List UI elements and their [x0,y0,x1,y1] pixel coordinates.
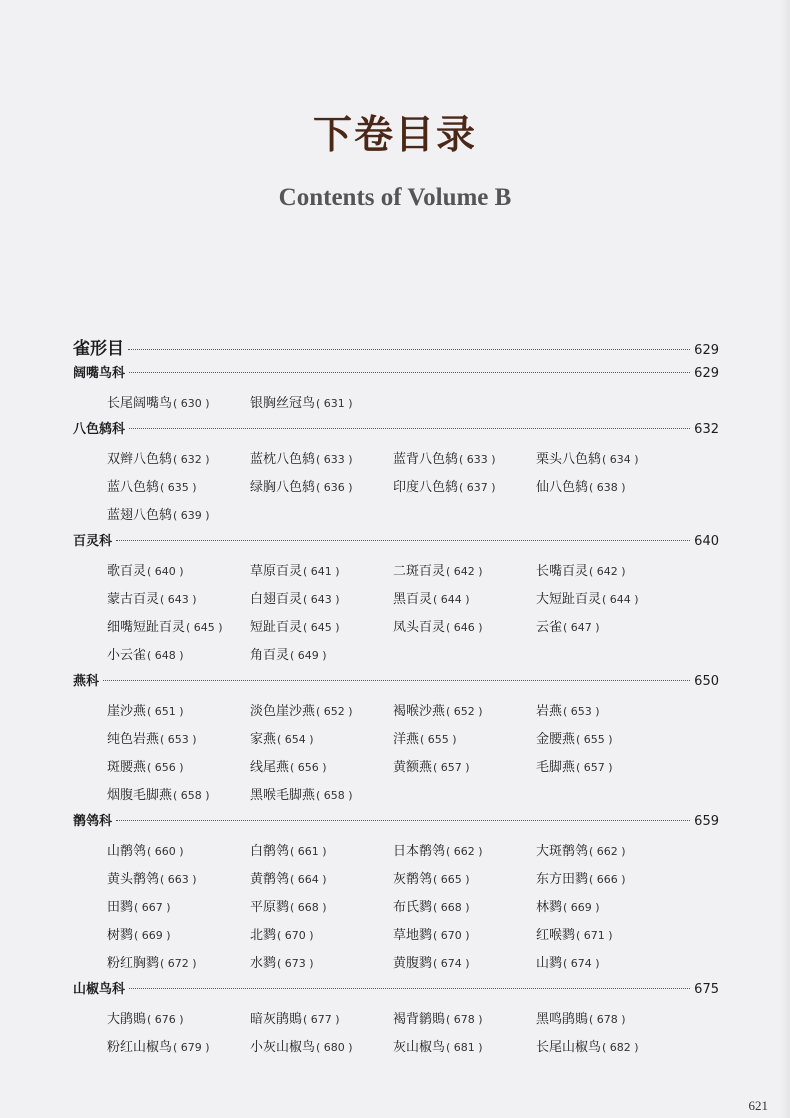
species-entry[interactable] [536,1006,679,1034]
species-page: ( 660 ) [147,845,184,858]
species-entry[interactable] [250,642,393,670]
species-page: ( 667 ) [134,901,171,914]
species-page: ( 674 ) [433,957,470,970]
family-name: 山椒鸟科 [73,982,126,997]
species-name: 平原鹨 [250,900,290,915]
species-name: 栗头八色鸫 [536,452,602,467]
species-grid [73,558,719,670]
species-page: ( 642 ) [589,565,626,578]
species-name: 黑百灵 [393,592,433,607]
species-entry[interactable] [250,838,393,866]
leader-dots [103,680,690,681]
species-name: 黑鸣鹃鵙 [536,1012,589,1027]
species-page: ( 676 ) [147,1013,184,1026]
species-entry[interactable] [393,1034,536,1062]
species-entry[interactable] [393,950,536,978]
species-name: 双辫八色鸫 [107,452,173,467]
species-entry[interactable] [107,502,250,530]
species-name: 印度八色鸫 [393,480,459,495]
species-name: 蓝背八色鸫 [393,452,459,467]
species-name: 绿胸八色鸫 [250,480,316,495]
species-page: ( 637 ) [459,481,496,494]
species-entry[interactable] [536,1034,679,1062]
species-grid [73,1006,719,1062]
species-page: ( 668 ) [290,901,327,914]
species-name: 长尾山椒鸟 [536,1040,602,1055]
species-entry[interactable] [107,698,250,726]
species-name: 小灰山椒鸟 [250,1040,316,1055]
species-entry[interactable] [250,782,393,810]
species-name: 草地鹨 [393,928,433,943]
species-name: 长嘴百灵 [536,564,589,579]
species-page: ( 644 ) [433,593,470,606]
family-entry[interactable] [73,418,719,446]
species-page: ( 666 ) [589,873,626,886]
family-name: 阔嘴鸟科 [73,366,126,381]
species-entry[interactable] [107,866,250,894]
species-page: ( 678 ) [589,1013,626,1026]
species-entry[interactable] [250,922,393,950]
family-entry[interactable] [73,670,719,698]
species-page: ( 652 ) [446,705,483,718]
species-page: ( 651 ) [147,705,184,718]
family-page: 632 [694,422,719,437]
species-name: 灰山椒鸟 [393,1040,446,1055]
species-page: ( 645 ) [186,621,223,634]
page-number: 621 [748,1098,768,1113]
species-grid [73,698,719,810]
species-page: ( 673 ) [277,957,314,970]
species-name: 蓝翅八色鸫 [107,508,173,523]
order-page: 629 [694,343,719,358]
species-name: 角百灵 [250,648,290,663]
species-entry[interactable] [250,446,393,474]
species-name: 红喉鹨 [536,928,576,943]
species-entry[interactable] [536,838,679,866]
species-entry[interactable] [250,866,393,894]
species-page: ( 633 ) [459,453,496,466]
species-page: ( 657 ) [433,761,470,774]
page-subtitle: Contents of Volume B [278,184,512,211]
species-page: ( 682 ) [602,1041,639,1054]
species-name: 山鹡鸰 [107,844,147,859]
species-name: 黄腹鹨 [393,956,433,971]
table-of-contents [73,334,719,1062]
species-entry[interactable] [536,586,679,614]
species-entry[interactable] [393,558,536,586]
species-page: ( 664 ) [290,873,327,886]
leader-dots [129,372,690,373]
species-name: 银胸丝冠鸟 [250,396,316,411]
species-name: 日本鹡鸰 [393,844,446,859]
species-page: ( 665 ) [433,873,470,886]
species-name: 岩燕 [536,704,563,719]
species-page: ( 653 ) [563,705,600,718]
species-entry[interactable] [107,390,250,418]
species-entry[interactable] [536,698,679,726]
species-entry[interactable] [393,866,536,894]
family-page: 629 [694,366,719,381]
species-entry[interactable] [393,446,536,474]
species-page: ( 656 ) [290,761,327,774]
species-name: 凤头百灵 [393,620,446,635]
species-name: 大短趾百灵 [536,592,602,607]
species-page: ( 669 ) [134,929,171,942]
species-page: ( 681 ) [446,1041,483,1054]
species-page: ( 662 ) [589,845,626,858]
species-name: 黄头鹡鸰 [107,872,160,887]
species-page: ( 641 ) [303,565,340,578]
species-page: ( 674 ) [563,957,600,970]
species-entry[interactable] [107,922,250,950]
species-page: ( 663 ) [160,873,197,886]
species-page: ( 647 ) [563,621,600,634]
species-entry[interactable] [107,782,250,810]
species-entry[interactable] [107,614,250,642]
species-name: 线尾燕 [250,760,290,775]
species-entry[interactable] [393,698,536,726]
species-entry[interactable] [250,586,393,614]
species-entry[interactable] [250,698,393,726]
species-page: ( 657 ) [576,761,613,774]
order-entry[interactable] [73,334,719,362]
species-name: 黄额燕 [393,760,433,775]
species-entry[interactable] [107,754,250,782]
family-entry[interactable] [73,362,719,390]
species-entry[interactable] [107,586,250,614]
family-page: 675 [694,982,719,997]
species-name: 云雀 [536,620,563,635]
species-grid [73,446,719,530]
species-name: 细嘴短趾百灵 [107,620,186,635]
family-entry[interactable] [73,978,719,1006]
species-page: ( 658 ) [316,789,353,802]
species-page: ( 671 ) [576,929,613,942]
species-page: ( 672 ) [160,957,197,970]
species-page: ( 655 ) [576,733,613,746]
species-name: 北鹨 [250,928,277,943]
species-name: 褐背鹟鵙 [393,1012,446,1027]
species-entry[interactable] [393,754,536,782]
species-entry[interactable] [107,1006,250,1034]
family-page: 650 [694,674,719,689]
species-name: 林鹨 [536,900,563,915]
species-page: ( 643 ) [303,593,340,606]
species-entry[interactable] [536,950,679,978]
species-name: 草原百灵 [250,564,303,579]
species-name: 蒙古百灵 [107,592,160,607]
species-name: 粉红胸鹨 [107,956,160,971]
species-entry[interactable] [393,838,536,866]
family-list [73,362,719,1062]
species-name: 水鹨 [250,956,277,971]
family-page: 640 [694,534,719,549]
species-entry[interactable] [107,894,250,922]
species-page: ( 662 ) [446,845,483,858]
species-page: ( 678 ) [446,1013,483,1026]
species-page: ( 630 ) [173,397,210,410]
species-page: ( 639 ) [173,509,210,522]
species-entry[interactable] [536,866,679,894]
species-name: 斑腰燕 [107,760,147,775]
species-entry[interactable] [107,474,250,502]
species-entry[interactable] [393,474,536,502]
species-page: ( 636 ) [316,481,353,494]
order-name: 雀形目 [73,339,124,359]
species-name: 金腰燕 [536,732,576,747]
species-name: 褐喉沙燕 [393,704,446,719]
species-entry[interactable] [536,446,679,474]
species-entry[interactable] [393,894,536,922]
species-entry[interactable] [107,558,250,586]
species-entry[interactable] [536,754,679,782]
species-entry[interactable] [536,726,679,754]
species-entry[interactable] [107,726,250,754]
species-name: 大鹃鵙 [107,1012,147,1027]
leader-dots [128,349,690,350]
species-entry[interactable] [107,838,250,866]
species-page: ( 669 ) [563,901,600,914]
species-entry[interactable] [393,726,536,754]
species-entry[interactable] [536,474,679,502]
species-name: 崖沙燕 [107,704,147,719]
species-name: 蓝枕八色鸫 [250,452,316,467]
species-name: 东方田鹨 [536,872,589,887]
species-name: 歌百灵 [107,564,147,579]
species-page: ( 670 ) [277,929,314,942]
species-name: 黑喉毛脚燕 [250,788,316,803]
species-entry[interactable] [250,950,393,978]
family-entry[interactable] [73,530,719,558]
species-entry[interactable] [250,614,393,642]
species-entry[interactable] [536,922,679,950]
species-page: ( 668 ) [433,901,470,914]
species-page: ( 656 ) [147,761,184,774]
species-name: 仙八色鸫 [536,480,589,495]
species-name: 毛脚燕 [536,760,576,775]
species-entry[interactable] [536,614,679,642]
species-entry[interactable] [393,922,536,950]
species-entry[interactable] [393,586,536,614]
species-page: ( 654 ) [277,733,314,746]
family-name: 八色鸫科 [73,422,126,437]
species-page: ( 646 ) [446,621,483,634]
page-title: 下卷目录 [312,113,477,158]
species-name: 洋燕 [393,732,420,747]
species-page: ( 649 ) [290,649,327,662]
family-entry[interactable] [73,810,719,838]
species-name: 黄鹡鸰 [250,872,290,887]
leader-dots [116,540,690,541]
species-page: ( 635 ) [160,481,197,494]
species-name: 白翅百灵 [250,592,303,607]
species-name: 白鹡鸰 [250,844,290,859]
species-page: ( 633 ) [316,453,353,466]
species-name: 小云雀 [107,648,147,663]
species-entry[interactable] [107,642,250,670]
family-page: 659 [694,814,719,829]
species-page: ( 658 ) [173,789,210,802]
species-entry[interactable] [107,950,250,978]
species-entry[interactable] [250,558,393,586]
species-entry[interactable] [393,1006,536,1034]
species-page: ( 677 ) [303,1013,340,1026]
species-entry[interactable] [107,446,250,474]
species-name: 淡色崖沙燕 [250,704,316,719]
species-page: ( 634 ) [602,453,639,466]
species-page: ( 642 ) [446,565,483,578]
species-name: 布氏鹨 [393,900,433,915]
species-page: ( 638 ) [589,481,626,494]
species-page: ( 648 ) [147,649,184,662]
leader-dots [116,820,690,821]
species-entry[interactable] [393,614,536,642]
family-name: 燕科 [73,674,100,689]
species-page: ( 680 ) [316,1041,353,1054]
species-name: 蓝八色鸫 [107,480,160,495]
species-grid [73,390,719,418]
edge-shadow [780,0,790,1118]
species-name: 树鹨 [107,928,134,943]
species-entry[interactable] [107,1034,250,1062]
species-page: ( 645 ) [303,621,340,634]
species-name: 烟腹毛脚燕 [107,788,173,803]
species-page: ( 655 ) [420,733,457,746]
species-page: ( 643 ) [160,593,197,606]
family-name: 鹡鸰科 [73,814,113,829]
species-entry[interactable] [536,558,679,586]
species-page: ( 652 ) [316,705,353,718]
species-page: ( 670 ) [433,929,470,942]
species-page: ( 679 ) [173,1041,210,1054]
species-name: 山鹨 [536,956,563,971]
species-grid [73,838,719,978]
leader-dots [129,428,690,429]
species-page: ( 632 ) [173,453,210,466]
leader-dots [129,988,690,989]
species-name: 大斑鹡鸰 [536,844,589,859]
species-name: 粉红山椒鸟 [107,1040,173,1055]
family-name: 百灵科 [73,534,113,549]
species-entry[interactable] [250,1006,393,1034]
species-name: 纯色岩燕 [107,732,160,747]
species-entry[interactable] [536,894,679,922]
species-entry[interactable] [250,754,393,782]
species-name: 田鹨 [107,900,134,915]
species-entry[interactable] [250,1034,393,1062]
species-entry[interactable] [250,894,393,922]
species-name: 暗灰鹃鵙 [250,1012,303,1027]
species-page: ( 653 ) [160,733,197,746]
species-name: 家燕 [250,732,277,747]
species-name: 灰鹡鸰 [393,872,433,887]
species-page: ( 644 ) [602,593,639,606]
species-entry[interactable] [250,474,393,502]
species-entry[interactable] [250,726,393,754]
species-name: 长尾阔嘴鸟 [107,396,173,411]
species-name: 二斑百灵 [393,564,446,579]
species-page: ( 661 ) [290,845,327,858]
species-name: 短趾百灵 [250,620,303,635]
species-page: ( 640 ) [147,565,184,578]
species-entry[interactable] [250,390,393,418]
species-page: ( 631 ) [316,397,353,410]
